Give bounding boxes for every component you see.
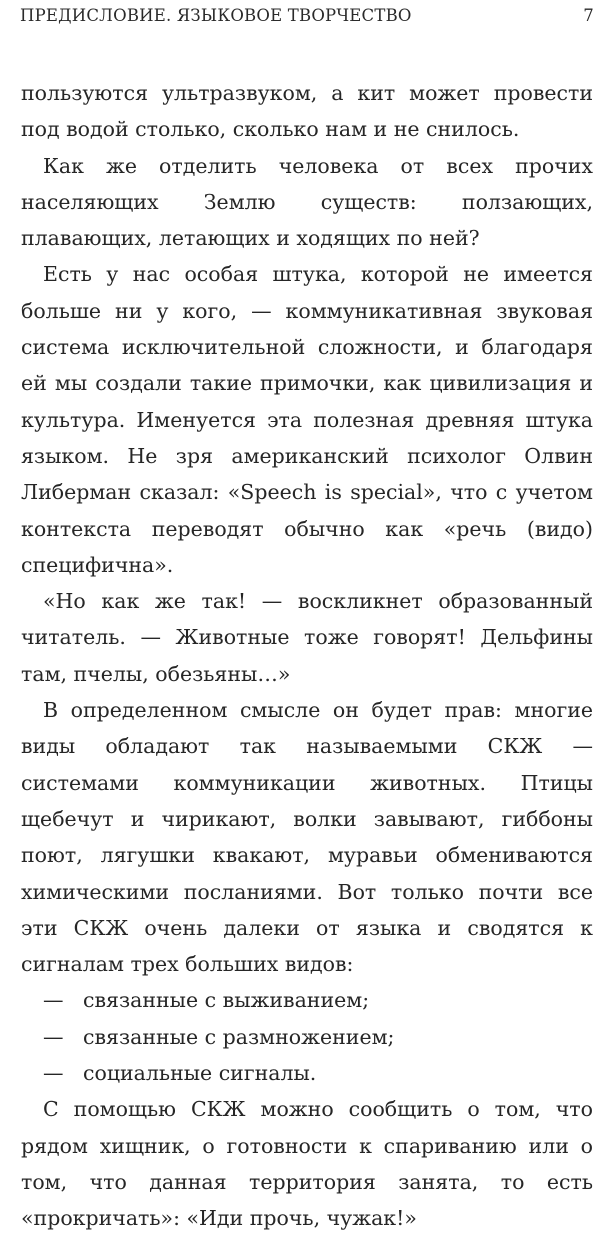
- body-text: [21, 75, 593, 1237]
- paragraph: Как же отделить человека от всех прочих населяющих Землю существ: ползающих, плавающих, летающих и ходящих по ней?: [21, 153, 593, 251]
- paragraph: пользуются ультразвуком, а кит может провести под водой столько, сколько нам и не снилось.: [21, 81, 593, 142]
- running-head: [20, 6, 594, 34]
- list-item: [21, 1019, 593, 1055]
- paragraph: С помощью СКЖ можно сообщить о том, что рядом хищник, о готовности к спариванию или о том, что данная территория занята, то есть «прокричать»: «Иди прочь, чужак!»: [21, 1097, 593, 1231]
- list-item: [21, 982, 593, 1018]
- list-item-text: связанные с размножением;: [83, 1024, 395, 1049]
- paragraph: Есть у нас особая штука, которой не имеется больше ни у кого, — коммуникативная звуковая система исключительной сложности, и благодаря ей мы создали такие примочки, как цивилизация и культура. Именуется эта полезная древняя штука языком. Не зря американский психолог Олвин Либерман сказал: «Speech is special», что с учетом контекста переводят обычно как «речь (видо) специфична».: [21, 262, 593, 577]
- list-dash: —: [43, 1024, 64, 1049]
- list-dash: —: [43, 988, 64, 1013]
- paragraph: «Но как же так! — воскликнет образованный читатель. — Животные тоже говорят! Дельфины там, пчелы, обезьяны…»: [21, 589, 593, 686]
- paragraph: В определенном смысле он будет прав: многие виды обладают так называемыми СКЖ — системами коммуникации животных. Птицы щебечут и чирикают, волки завывают, гиббоны поют, лягушки квакают, муравьи обмениваются химическими посланиями. Вот только почти все эти СКЖ очень далеки от языка и сводятся к сигналам трех больших видов:: [21, 698, 593, 977]
- chapter-title: ПРЕДИСЛОВИЕ. ЯЗЫКОВОЕ ТВОРЧЕСТВО: [20, 6, 412, 25]
- page-number: 7: [583, 6, 594, 25]
- list-item-text: связанные с выживанием;: [83, 988, 370, 1013]
- list-dash: —: [43, 1061, 64, 1086]
- list-item-text: социальные сигналы.: [83, 1061, 317, 1086]
- list-item: [21, 1055, 593, 1091]
